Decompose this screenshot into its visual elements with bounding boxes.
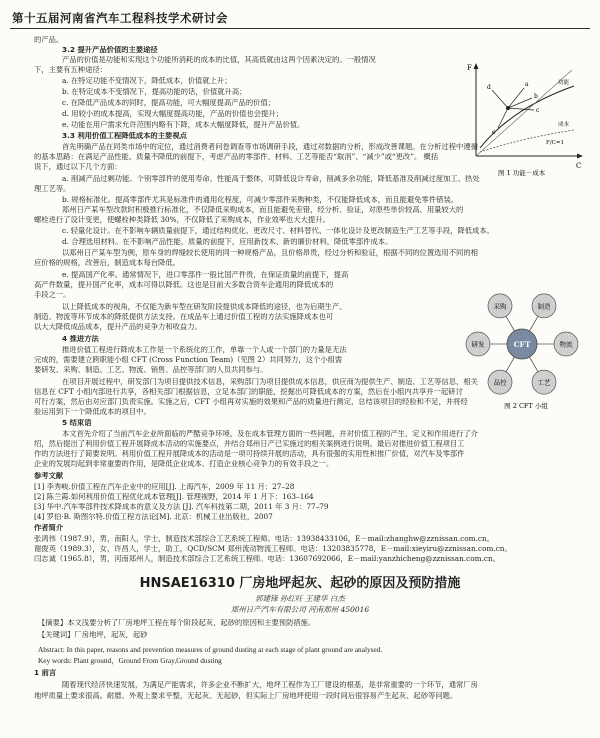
text-line: 理工艺等。: [34, 185, 71, 193]
cft-link: [530, 316, 539, 331]
figure-caption: 图 1 功能－成本: [498, 169, 546, 177]
text-line: 完成的，需要建立跨职能小组 CFT (Cross Function Team)（见图 2）共同努力，这个小组需: [34, 356, 343, 364]
list-item: e. 功能在用户需求允许范围内略有下降，成本大幅度降低，提升产品价值。: [62, 121, 305, 129]
x-axis-label: C: [576, 162, 582, 170]
article-affiliation: 郑州日产汽车有限公司 河南郑州 450016: [230, 605, 370, 614]
cft-center-label: CFT: [513, 340, 531, 349]
point-label: b: [534, 93, 538, 100]
author-bio: 谢俊英（1989.3），女，许昌人，学士，助工，QCD/SCM 郑州流动物流工程师。电话：13203835778，E－mail:xieyiru@zznissan.com.cn。: [34, 545, 512, 553]
list-item: b. 在特定成本不变情况下，提高功能的话，价值就升高；: [62, 88, 247, 96]
section-heading: 1 前言: [34, 669, 57, 677]
point-label: d: [487, 84, 491, 91]
keywords-en: Key words: Plant ground，Ground From Gray,Ground dusting: [38, 657, 222, 665]
journal-header: 第十五届河南省汽车工程科技学术研讨会: [12, 11, 228, 25]
text-line: 产品的价值是功能和实现这个功能所消耗的成本的比值，其高低就由这两个因素决定的。一般情况: [62, 56, 376, 64]
text-line: 首先明确产品在同类市场中的定位，通过消费者问卷调查等市场调研手段，通过对数据的分析，形成改善课题。在分析过程中遵循: [62, 143, 478, 151]
text-line: c. 轻量化设计。在不影响车辆质量前提下，通过结构优化、更改尺寸、材料替代、一体化设计及更改制造生产工艺等手段，降低成本。: [62, 227, 494, 235]
text-line: 推进价值工程进行降成本工作是一个系统化的工作，单靠一个人或一个部门的力量是无法: [62, 346, 347, 354]
text-line: 随着现代经济快速发展，为满足产能需求，许多企业不断扩大，地坪工程作为工厂建设的根基，是非常重要的一个环节，通常厂房: [62, 681, 478, 689]
text-line: 以郑州日产某车型为例，原车身的焊缝较长使用的同一种规格产品，且价格昂贵，经过分析和验证，根据不同的位置选用不同的相: [62, 249, 478, 257]
abstract-en: Abstract: In this paper, reasons and prevention measures of ground dusting at each stage of plant ground are analysed.: [38, 646, 383, 654]
figure-function-cost: [462, 58, 586, 180]
list-item: d. 用较小的成本提高，实现大幅度提高功能，产品的价值也会提升；: [62, 110, 283, 118]
text-line: 地坪质量上要求很高。耐磨、外观上要求平整，无起灰、无起砂，但实际上厂房地坪使用一段时间后很容易产生起灰、起砂等问题。: [34, 692, 458, 700]
y-axis-arrow-icon: [474, 63, 479, 69]
cft-node-label: 采购: [493, 302, 507, 311]
text-line: 郑州日产某车型改款时积极推行标准化，不仅降低采购成本，而且能避免差错，经分析、验证，对原些单价较高、用量较大的: [62, 206, 464, 214]
text-line: 下，主要有五种途径：: [34, 66, 107, 74]
text-line: d. 合理选用材料。在不影响产品性能、质量的前提下，应用新技术、新的廉价材料，降低零部件成本。: [62, 238, 393, 246]
cft-node-label: 物流: [559, 340, 573, 349]
text-line: 以大大降低成品成本，提升产品的竞争力和收益力。: [34, 323, 202, 331]
text-line: 制造、物流等环节成本的降低提供方法支持。在成品车上通过价值工程的方法实施降成本也可: [34, 313, 334, 321]
text-line: 高产件数量，提升国产化率，成本可得以降低。这也是目前大多数合资车企通用的降低成本的: [34, 281, 334, 289]
point-label: a: [525, 81, 529, 88]
article-authors: 郭建锋 孙红旺 王建华 白杰: [255, 594, 345, 603]
text-line: 的基本思路：在满足产品性能、质量不降低的前提下，考虑产品的零部件、材料、工艺等能否“取消”、“减少”或“更改”。 概括: [34, 153, 439, 161]
cft-node-label: 研发: [471, 340, 485, 349]
point-label: e: [492, 129, 496, 136]
header-rule: [10, 28, 590, 29]
text-line: 本文首先介绍了当前汽车企业所面临的严酷竞争环境，及在成本管理方面的一些问题，并对价值工程的产生、定义和作用进行了介: [62, 430, 478, 438]
text-line: 验运用到下一个降低成本的项目中。: [34, 408, 151, 416]
cft-node-label: 工艺: [537, 378, 551, 387]
cft-node-label: 品控: [493, 378, 507, 387]
section-heading: 3.3 利用价值工程降低成本的主要视点: [62, 132, 187, 140]
curve-label-cost: 成本: [558, 122, 570, 128]
section-heading: 5 结束语: [62, 419, 92, 427]
y-axis-label: F: [467, 64, 472, 72]
reference-item: [1] 李秀峻.价值工程在汽车企业中的应用[J]. 上海汽车，2009 年 11 月：27–28: [34, 483, 295, 491]
text-line: 说下，通过以下几个方面：: [34, 163, 122, 171]
ratio-label: F/C=1: [546, 140, 564, 146]
abstract-cn: 【摘要】本文浅要分析了厂房地坪工程在每个阶段起灰、起砂的原因和主要预防措施。: [38, 619, 316, 627]
author-bio: 闫志诚（1965.8），男，河南郑州人，制造技术部综合工艺系统工程师。电话：13607692066，E－mail:yanzhicheng@zznissan.com.cn。: [34, 555, 500, 563]
text-line: 要研发、采购、制造、工艺、物流、销售、品控等部门的人员共同参与。: [34, 366, 268, 374]
section-heading: 作者简介: [34, 524, 64, 532]
text-line: 在项目开展过程中，研发部门为项目提供技术信息，采购部门为项目提供成本信息，供应商为提供生产、制造、工艺等信息，相关: [62, 378, 478, 386]
text-line: 信息在 CFT 小组内部进行共享，各相关部门根据信息，立足本部门的职能，挖掘出可降低成本的方案，然后在小组内共享并一起研讨: [34, 388, 463, 396]
reference-item: [2] 陈兰霞.如何利用价值工程优化成本管理[J]. 管理视野，2014 年 1 月下：163–164: [34, 493, 314, 501]
text-line: e. 提高国产化率。通常情况下，进口零部件一般比国产件贵，在保证质量的前提下，提高: [62, 271, 349, 279]
point-label: c: [536, 107, 540, 114]
text-line: 作的方法进行了简要说明。利用价值工程开展降成本的活动是一项可持续开展的活动，具有很强的实用性和推广价值，对汽车及零部件: [34, 450, 465, 458]
cft-node-label: 制造: [537, 302, 551, 311]
keywords-cn: 【关键词】厂房地坪，起灰，起砂: [38, 631, 148, 639]
text-line: 手段之一。: [34, 291, 71, 299]
text-line: 绍，然后提出了利用价值工程开展降成本活动的实施要点，并结合郑州日产已实施过的相关案例进行说明。最后对推进价值工程项目工: [34, 440, 465, 448]
section-heading: 3.2 提升产品价值的主要途径: [62, 46, 158, 54]
text-line: b. 规格标准化。提高零部件尤其是标准件的通用化程度，可减少零部件采购种类，不仅能降低成本，而且能避免零件错装。: [62, 196, 459, 204]
section-heading: 参考文献: [34, 472, 64, 480]
cft-link: [506, 357, 515, 372]
author-bio: 张鸿伟（1987.9），男，南阳人，学士，制造技术部综合工艺系统工程师。电话：13938433106，E－mail:zhanghw@zznissan.com.cn。: [34, 535, 494, 543]
text-line: 可行方案，然后由对应部门负责实施。实施之后，CFT 小组再对实施的效果和产品的质量进行测定，总结该项目的经验和不足，并将经: [34, 398, 468, 406]
text-line: a. 削减产品过剩功能。个别零部件的使用寿命、性能高于整体，可降低设计寿命，削减多余功能，降低基准及削减过度加工、热处: [62, 175, 480, 183]
text-line: 以上降低成本的视角，不仅能为新车型在研发阶段提供成本降低的途径，也为后期生产、: [62, 303, 347, 311]
reference-item: [4] 罗伯·B. 斯图尔特.价值工程方法论[M]. 北京：机械工业出版社，2007: [34, 513, 273, 521]
list-item: c. 在降低产品成本的同时，提高功能，可大幅度提高产品的价值；: [62, 99, 276, 107]
cft-link: [530, 357, 539, 372]
section-heading: 4 推进方法: [62, 335, 99, 343]
text-line: 螺栓进行了设计变更，使螺栓种类降低 30%，不仅降低了采购成本，作业效率也大大提升。: [34, 216, 330, 224]
cft-link: [506, 316, 515, 331]
text-line: 企业的发展均起到非常重要的作用，是降低企业成本、打造企业核心竞争力的有效手段之一。: [34, 460, 334, 468]
list-item: a. 在特定功能不变情况下，降低成本，价值就上升；: [62, 77, 232, 85]
curve-function: [480, 86, 574, 148]
article-title: HNSAE16310 厂房地坪起灰、起砂的原因及预防措施: [139, 576, 461, 591]
curve-label-function: 功能: [558, 80, 570, 86]
text-line: 的产品。: [34, 36, 64, 44]
figure-caption: 图 2 CFT 小组: [504, 402, 548, 410]
reference-item: [3] 华中.汽车零部件技术降成本的意义及方法 [J]. 汽车科技第二期，2011 年 3 月：77–79: [34, 503, 329, 511]
text-line: 应价格的规格，改善后，制造成本每台降低。: [34, 259, 180, 267]
